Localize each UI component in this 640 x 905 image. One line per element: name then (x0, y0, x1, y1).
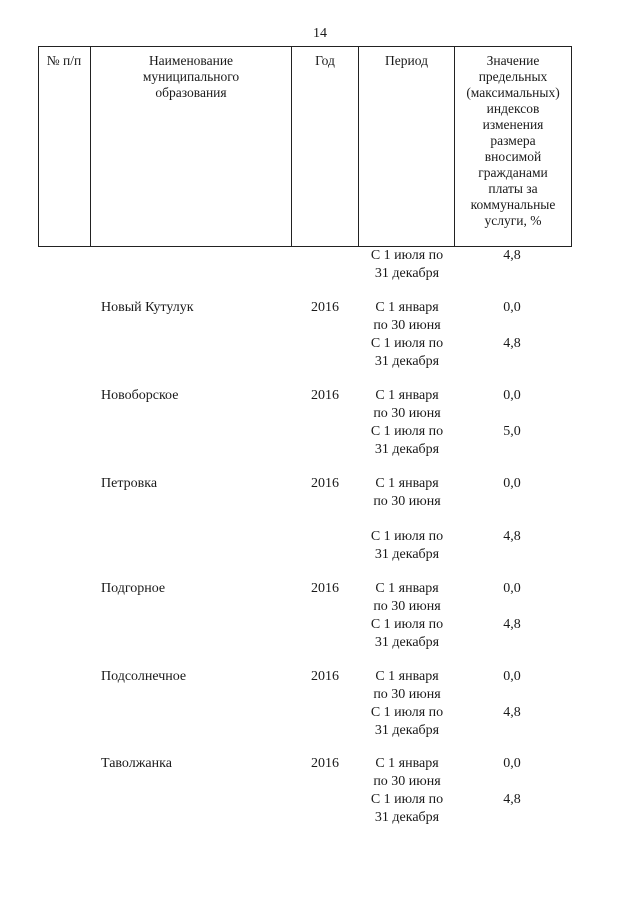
row-period: С 1 июля по 31 декабря (370, 705, 444, 738)
row-period: С 1 июля по 31 декабря (370, 529, 444, 562)
row-value: 4,8 (503, 529, 521, 544)
row-value: 4,8 (503, 792, 521, 807)
row-period: С 1 июля по 31 декабря (370, 336, 444, 369)
row-value: 0,0 (503, 669, 521, 684)
row-name: Подгорное (101, 581, 166, 596)
row-value: 4,8 (503, 705, 521, 720)
page-number: 14 (313, 26, 327, 41)
row-value: 0,0 (503, 300, 521, 315)
row-period: С 1 января по 30 июня (373, 581, 441, 614)
row-period: С 1 июля по 31 декабря (370, 792, 444, 825)
header-year: Год (315, 53, 335, 68)
row-name: Таволжанка (101, 756, 172, 771)
row-period: С 1 января по 30 июня (373, 756, 441, 789)
header-border-right (571, 47, 572, 246)
header-value: Значение предельных (максимальных) индексов изменения размера вносимой гражданами платы за коммунальные услуги, % (466, 53, 560, 228)
row-value: 0,0 (503, 581, 521, 596)
header-border-left (38, 47, 39, 246)
row-year: 2016 (311, 581, 339, 596)
row-year: 2016 (311, 669, 339, 684)
row-period: С 1 января по 30 июня (373, 300, 441, 333)
table-header (38, 46, 572, 247)
row-value: 0,0 (503, 388, 521, 403)
row-value: 4,8 (503, 617, 521, 632)
header-divider-2 (291, 47, 292, 246)
row-name: Подсолнечное (101, 669, 187, 684)
row-year: 2016 (311, 300, 339, 315)
row-period: С 1 января по 30 июня (373, 476, 441, 509)
continuation-period: С 1 июля по 31 декабря (370, 248, 444, 281)
row-period: С 1 июля по 31 декабря (370, 617, 444, 650)
header-num: № п/п (46, 53, 82, 68)
row-period: С 1 июля по 31 декабря (370, 424, 444, 457)
row-name: Петровка (101, 476, 158, 491)
header-period: Период (385, 53, 428, 68)
row-period: С 1 января по 30 июня (373, 388, 441, 421)
row-name: Новый Кутулук (101, 300, 194, 315)
header-name: Наименование муниципального образования (142, 53, 240, 100)
row-value: 0,0 (503, 476, 521, 491)
row-name: Новоборское (101, 388, 179, 403)
row-value: 5,0 (503, 424, 521, 439)
row-value: 0,0 (503, 756, 521, 771)
continuation-value: 4,8 (503, 248, 521, 263)
row-period: С 1 января по 30 июня (373, 669, 441, 702)
header-divider-3 (358, 47, 359, 246)
row-year: 2016 (311, 756, 339, 771)
row-year: 2016 (311, 476, 339, 491)
row-year: 2016 (311, 388, 339, 403)
row-value: 4,8 (503, 336, 521, 351)
